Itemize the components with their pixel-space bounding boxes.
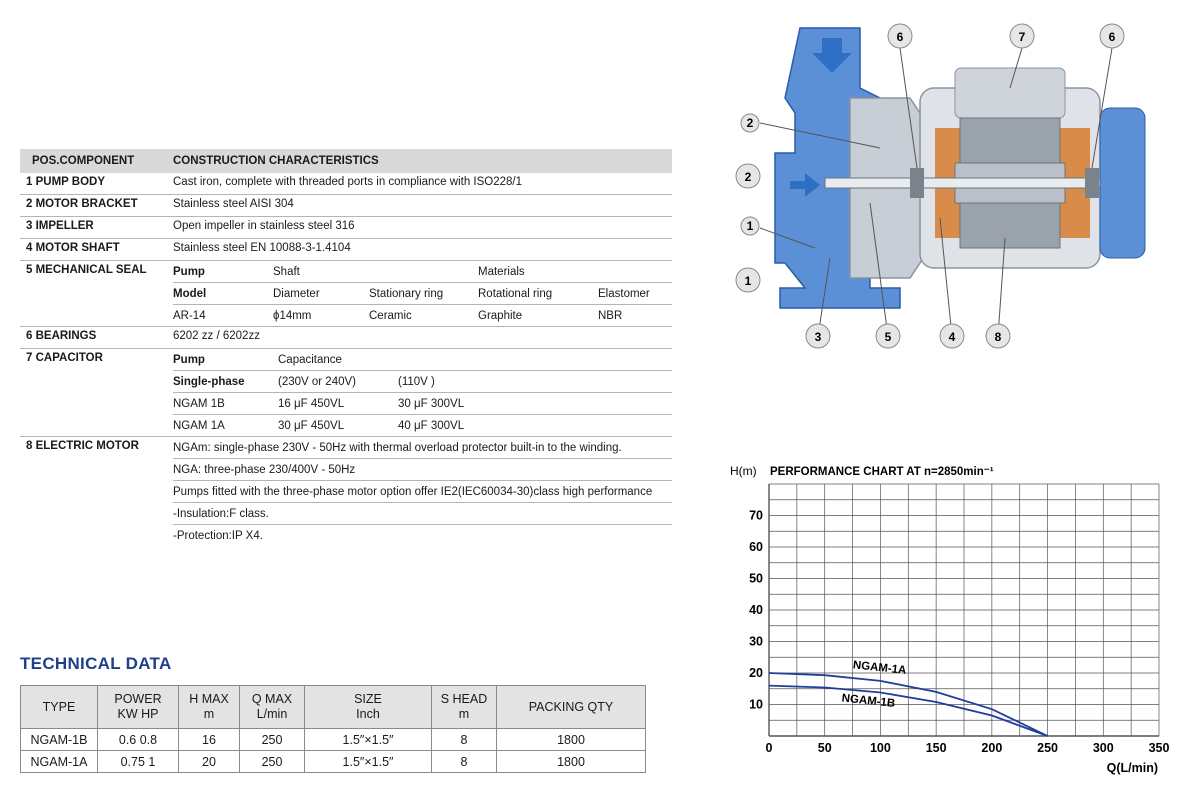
bearing-left-shape xyxy=(910,168,924,198)
cell-size: 1.5″×1.5″ xyxy=(305,751,432,773)
cell-qmax: 250 xyxy=(240,729,305,751)
capacitor-cell: Single-phase xyxy=(173,375,245,388)
capacitor-cell: NGAM 1B xyxy=(173,397,225,410)
seal-cell: Ceramic xyxy=(369,309,412,322)
row-value: Cast iron, complete with threaded ports in compliance with ISO228/1 xyxy=(173,176,523,188)
row-label: 4 MOTOR SHAFT xyxy=(26,242,120,254)
motor-line: -Insulation:F class. xyxy=(173,503,672,525)
capacitor-cell: Capacitance xyxy=(278,353,342,366)
capacitor-subrow xyxy=(173,415,672,436)
seal-cell: Pump xyxy=(173,265,205,278)
row-value: Stainless steel EN 10088-3-1.4104 xyxy=(173,242,351,254)
th-packing: PACKING QTY xyxy=(497,686,646,729)
capacitor-cell: 30 μF 450VL xyxy=(278,419,345,432)
capacitor-cell: 16 μF 450VL xyxy=(278,397,345,410)
cell-packing: 1800 xyxy=(497,729,646,751)
table-row xyxy=(20,239,672,261)
mechanical-seal-details xyxy=(173,261,672,326)
capacitor-cell: 30 μF 300VL xyxy=(398,397,465,410)
seal-subrow xyxy=(173,261,672,283)
seal-cell: Elastomer xyxy=(598,287,650,300)
row-label: 6 BEARINGS xyxy=(26,330,97,342)
th-hmax: H MAX m xyxy=(179,686,240,729)
capacitor-cell: (230V or 240V) xyxy=(278,375,356,388)
cell-power: 0.75 1 xyxy=(98,751,179,773)
capacitor-subrow xyxy=(173,393,672,415)
seal-cell: Graphite xyxy=(478,309,523,322)
y-tick-label: 30 xyxy=(749,634,763,649)
x-tick-label: 150 xyxy=(925,741,947,755)
row-label: 3 IMPELLER xyxy=(26,220,94,232)
x-tick-label: 200 xyxy=(981,741,1003,755)
bearing-right-shape xyxy=(1085,168,1099,198)
callout-3: 3 xyxy=(814,330,822,344)
capacitor-cell: 40 μF 300VL xyxy=(398,419,465,432)
seal-cell: Materials xyxy=(478,265,525,278)
callout-6-left: 6 xyxy=(896,30,904,44)
technical-data-title: TECHNICAL DATA xyxy=(20,654,172,673)
cell-qmax: 250 xyxy=(240,751,305,773)
th-power: POWER KW HP xyxy=(98,686,179,729)
chart-xlabel: Q(L/min) xyxy=(1106,761,1158,775)
capacitor-details xyxy=(173,349,672,436)
row-label: 1 PUMP BODY xyxy=(26,176,106,188)
seal-cell: Stationary ring xyxy=(369,287,444,300)
table-header-row xyxy=(21,686,646,729)
header-pos-component: POS.COMPONENT xyxy=(32,155,135,167)
seal-cell: Model xyxy=(173,287,207,300)
x-tick-label: 0 xyxy=(765,741,773,755)
chart-ylabel: H(m) xyxy=(730,464,757,478)
row-value: Stainless steel AISI 304 xyxy=(173,198,294,210)
callout-8: 8 xyxy=(994,330,1002,344)
table-row xyxy=(20,217,672,239)
cell-power: 0.6 0.8 xyxy=(98,729,179,751)
cell-size: 1.5″×1.5″ xyxy=(305,729,432,751)
pump-cross-section-diagram xyxy=(730,18,1170,358)
performance-chart xyxy=(724,458,1174,778)
capacitor-row xyxy=(20,349,672,437)
seal-cell: Shaft xyxy=(273,265,300,278)
y-tick-label: 70 xyxy=(749,508,763,523)
motor-line: -Protection:IP X4. xyxy=(173,529,263,542)
motor-line: Pumps fitted with the three-phase motor option offer IE2(IEC60034-30)class high performance xyxy=(173,481,672,503)
y-tick-label: 10 xyxy=(749,697,763,712)
x-tick-label: 350 xyxy=(1148,741,1170,755)
seal-cell: AR-14 xyxy=(173,309,206,322)
chart-grid xyxy=(769,484,1159,736)
capacitor-subrow xyxy=(173,371,672,393)
callout-5: 5 xyxy=(884,330,892,344)
chart-title: PERFORMANCE CHART AT n=2850min⁻¹ xyxy=(770,466,994,478)
row-label: 2 MOTOR BRACKET xyxy=(26,198,138,210)
x-tick-label: 250 xyxy=(1037,741,1059,755)
row-label: 8 ELECTRIC MOTOR xyxy=(26,440,139,452)
cell-shead: 8 xyxy=(432,751,497,773)
row-label: 5 MECHANICAL SEAL xyxy=(26,264,147,276)
electric-motor-row xyxy=(20,437,672,546)
header-construction-characteristics: CONSTRUCTION CHARACTERISTICS xyxy=(173,155,379,167)
y-tick-label: 60 xyxy=(749,540,763,554)
capacitor-shape xyxy=(955,68,1065,118)
motor-line: NGA: three-phase 230/400V - 50Hz xyxy=(173,459,672,481)
cell-type: NGAM-1A xyxy=(21,751,98,773)
electric-motor-details xyxy=(173,437,672,546)
table-row xyxy=(20,173,672,195)
callout-1-small: 1 xyxy=(746,219,754,233)
row-label: 7 CAPACITOR xyxy=(26,352,103,364)
table-row xyxy=(20,327,672,349)
seal-subrow xyxy=(173,305,672,326)
motor-line: NGAm: single-phase 230V - 50Hz with thermal overload protector built-in to the winding. xyxy=(173,437,672,459)
table-header xyxy=(20,149,672,173)
th-type: TYPE xyxy=(21,686,98,729)
technical-data-table xyxy=(20,685,646,773)
callout-2-small: 2 xyxy=(746,116,754,130)
row-value: Open impeller in stainless steel 316 xyxy=(173,220,355,232)
th-size: SIZE Inch xyxy=(305,686,432,729)
x-tick-label: 50 xyxy=(817,741,832,755)
cell-packing: 1800 xyxy=(497,751,646,773)
callout-1: 1 xyxy=(744,274,752,288)
seal-cell: ϕ14mm xyxy=(273,309,312,322)
callout-7: 7 xyxy=(1018,30,1026,44)
seal-cell: NBR xyxy=(598,309,623,322)
mechanical-seal-row xyxy=(20,261,672,327)
x-tick-label: 100 xyxy=(869,741,891,755)
seal-subrow xyxy=(173,283,672,305)
table-row xyxy=(20,195,672,217)
y-tick-label: 50 xyxy=(749,571,763,586)
th-qmax: Q MAX L/min xyxy=(240,686,305,729)
series-label-ngam-1a: NGAM-1A xyxy=(852,659,907,677)
fan-cover-shape xyxy=(1100,108,1145,258)
series-label-ngam-1b: NGAM-1B xyxy=(841,692,896,710)
callout-4: 4 xyxy=(948,330,956,344)
cell-hmax: 20 xyxy=(179,751,240,773)
cell-type: NGAM-1B xyxy=(21,729,98,751)
capacitor-cell: (110V ) xyxy=(398,375,435,388)
table-row xyxy=(21,729,646,751)
callout-2: 2 xyxy=(744,170,752,184)
capacitor-subrow xyxy=(173,349,672,371)
table-row xyxy=(21,751,646,773)
y-tick-label: 20 xyxy=(749,666,763,680)
y-tick-label: 40 xyxy=(749,603,763,617)
seal-cell: Diameter xyxy=(273,287,320,300)
chart-x-ticks xyxy=(766,741,1170,755)
capacitor-cell: NGAM 1A xyxy=(173,419,225,432)
cell-shead: 8 xyxy=(432,729,497,751)
capacitor-cell: Pump xyxy=(173,353,205,366)
row-value: 6202 zz / 6202zz xyxy=(173,330,260,342)
th-shead: S HEAD m xyxy=(432,686,497,729)
chart-y-ticks xyxy=(749,509,763,712)
x-tick-label: 300 xyxy=(1092,741,1114,755)
callout-6-right: 6 xyxy=(1108,30,1116,44)
cell-hmax: 16 xyxy=(179,729,240,751)
seal-cell: Rotational ring xyxy=(478,287,553,300)
construction-table xyxy=(20,149,672,546)
